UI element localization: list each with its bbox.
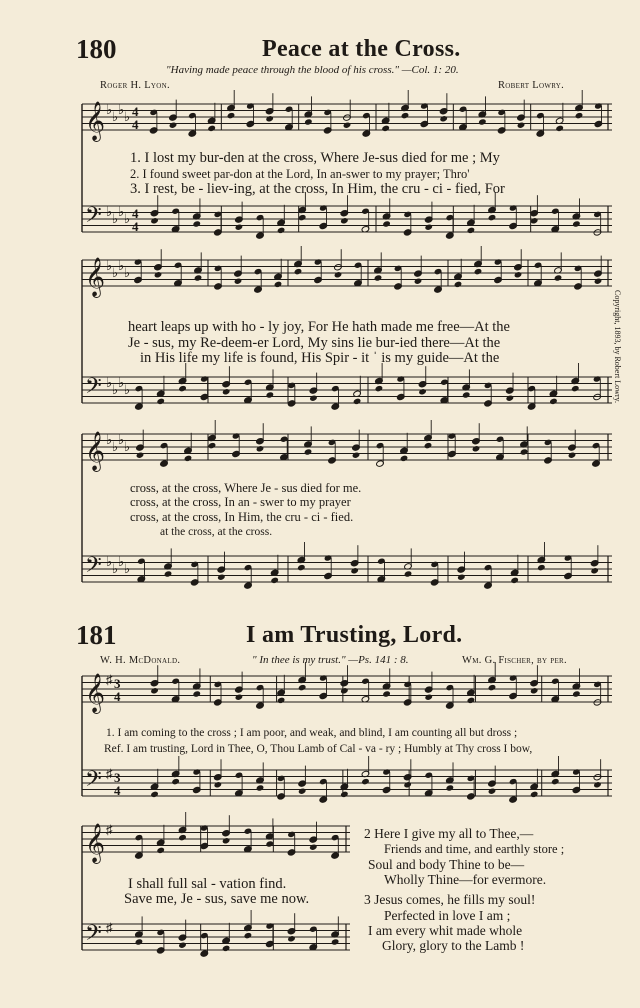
composer-credit: Wm. G. Fischer, by per. <box>462 655 567 666</box>
note-head <box>572 220 581 227</box>
note-head <box>400 455 409 462</box>
note-head <box>222 837 231 844</box>
note-head <box>414 278 423 285</box>
note-head <box>361 778 370 785</box>
note-head <box>294 268 303 275</box>
note-head <box>154 271 163 278</box>
note-head <box>150 217 159 224</box>
note-head <box>194 274 203 281</box>
note-head <box>192 690 201 697</box>
note-head <box>530 687 539 694</box>
note-head <box>331 938 340 945</box>
hymn-title: I am Trusting, Lord. <box>246 622 463 648</box>
lyric-line: Je - sus, my Re-deem-er Lord, My sins lie bur-ied there—At the <box>128 335 501 351</box>
note-head <box>309 844 318 851</box>
flat-sign: ♭ <box>124 211 131 226</box>
treble-clef: 𝄞 <box>85 431 106 471</box>
note-head <box>235 694 244 701</box>
note-head <box>530 217 539 224</box>
lyric-line: 3. I rest, be - liev-ing, at the cross, In Him, the cru - ci - fied, For <box>130 181 505 197</box>
treble-clef: 𝄞 <box>85 823 106 863</box>
note-head <box>178 385 187 392</box>
time-signature: 4 <box>132 117 139 132</box>
lyric-line: in His life my life is found, His Spir - it ˈ is my guide—At the <box>140 350 500 366</box>
note-head <box>594 278 603 285</box>
note-head <box>298 684 307 691</box>
note-head <box>551 778 560 785</box>
note-head <box>555 125 564 132</box>
note-head <box>265 115 274 122</box>
flat-sign: ♭ <box>112 561 119 576</box>
note-head <box>575 112 584 119</box>
note-head <box>227 112 236 119</box>
note-head <box>382 220 391 227</box>
note-head <box>554 274 563 281</box>
note-head <box>478 118 487 125</box>
flat-sign: ♭ <box>118 432 125 447</box>
note-head <box>297 564 306 571</box>
note-head <box>164 570 173 577</box>
note-head <box>214 781 223 788</box>
flat-sign: ♭ <box>118 204 125 219</box>
note-head <box>304 118 313 125</box>
note-head <box>171 778 180 785</box>
note-head <box>340 791 349 798</box>
treble-clef: 𝄞 <box>85 101 106 141</box>
bass-clef: 𝄢 <box>85 767 102 797</box>
copyright-notice: Copyright, 1893, by Robert Lowry. <box>613 290 622 404</box>
note-head <box>467 697 476 704</box>
note-head <box>184 455 193 462</box>
note-head <box>472 445 481 452</box>
flat-sign: ♭ <box>124 561 131 576</box>
note-head <box>274 281 283 288</box>
note-head <box>277 227 286 234</box>
flat-sign: ♭ <box>106 554 113 569</box>
flat-sign: ♭ <box>124 265 131 280</box>
scripture-epigraph: "Having made peace through the blood of his cross." —Col. 1: 20. <box>166 64 459 76</box>
note-head <box>568 452 577 459</box>
note-head <box>506 395 515 402</box>
lyric-line: 1. I am coming to the cross ; I am poor, and weak, and blind, I am counting all but dross ; <box>106 727 518 739</box>
note-head <box>350 567 359 574</box>
note-head <box>401 112 410 119</box>
note-head <box>277 697 286 704</box>
note-head <box>256 784 265 791</box>
note-head <box>287 935 296 942</box>
flat-sign: ♭ <box>118 554 125 569</box>
flat-sign: ♭ <box>112 439 119 454</box>
note-head <box>217 574 226 581</box>
bass-clef: 𝄢 <box>85 203 102 233</box>
flat-sign: ♭ <box>106 204 113 219</box>
note-head <box>169 122 178 129</box>
bass-lyric-line: at the cross, at the cross. <box>160 526 273 538</box>
lyric-line: cross, at the cross, Where Je - sus died for me. <box>130 481 362 495</box>
sharp-sign: ♯ <box>106 672 113 687</box>
flat-sign: ♭ <box>118 375 125 390</box>
note-head <box>424 224 433 231</box>
note-head <box>446 784 455 791</box>
time-signature: 4 <box>114 783 121 798</box>
note-head <box>381 125 390 132</box>
author-credit: Roger H. Lyon. <box>100 80 170 91</box>
sharp-sign: ♯ <box>106 920 113 935</box>
note-head <box>304 448 313 455</box>
verse-line: Soul and body Thine to be— <box>368 857 525 872</box>
note-head <box>340 687 349 694</box>
flat-sign: ♭ <box>106 432 113 447</box>
verse-line: Perfected in love I am ; <box>384 908 511 923</box>
refrain-line: Ref. I am trusting, Lord in Thee, O, Thou Lamb of Cal - va - ry ; Humbly at Thy cross I bow, <box>104 743 533 755</box>
note-head <box>298 788 307 795</box>
note-head <box>590 567 599 574</box>
note-head <box>352 452 361 459</box>
note-head <box>404 570 413 577</box>
note-head <box>353 398 362 405</box>
note-head <box>424 694 433 701</box>
note-head <box>192 220 201 227</box>
note-head <box>488 684 497 691</box>
lyric-line: cross, at the cross, In an - swer to my prayer <box>130 495 351 509</box>
lyric-line: 1. I lost my bur-den at the cross, Where Je-sus died for me ; My <box>130 150 500 166</box>
note-head <box>403 781 412 788</box>
note-head <box>298 214 307 221</box>
treble-clef: 𝄞 <box>85 257 106 297</box>
note-head <box>265 840 274 847</box>
note-head <box>222 945 231 952</box>
note-head <box>208 442 217 449</box>
note-head <box>439 115 448 122</box>
verse-line: 2 Here I give my all to Thee,— <box>364 826 534 841</box>
note-head <box>510 577 519 584</box>
time-signature: 4 <box>132 219 139 234</box>
verse-line: 3 Jesus comes, he fills my soul! <box>364 892 536 907</box>
time-signature: 3 <box>114 770 121 785</box>
note-head <box>178 942 187 949</box>
flat-sign: ♭ <box>112 109 119 124</box>
hymn-title: Peace at the Cross. <box>262 36 461 62</box>
flat-sign: ♭ <box>124 109 131 124</box>
note-head <box>474 268 483 275</box>
lyric-line: Save me, Je - sus, save me now. <box>124 891 310 907</box>
note-head <box>256 445 265 452</box>
note-head <box>343 122 352 129</box>
hymn-number: 181 <box>76 620 117 650</box>
note-head <box>150 791 159 798</box>
flat-sign: ♭ <box>106 258 113 273</box>
note-head <box>424 442 433 449</box>
note-head <box>340 217 349 224</box>
note-head <box>266 391 275 398</box>
note-head <box>235 224 244 231</box>
sharp-sign: ♯ <box>106 822 113 837</box>
note-head <box>382 690 391 697</box>
author-credit: W. H. McDonald. <box>100 655 181 666</box>
note-head <box>334 271 343 278</box>
flat-sign: ♭ <box>118 102 125 117</box>
flat-sign: ♭ <box>124 439 131 454</box>
note-head <box>234 278 243 285</box>
note-head <box>156 847 165 854</box>
hymn-number: 180 <box>76 34 117 64</box>
note-head <box>178 834 187 841</box>
flat-sign: ♭ <box>124 382 131 397</box>
note-head <box>136 452 145 459</box>
note-head <box>375 385 384 392</box>
note-head <box>309 395 318 402</box>
note-head <box>520 448 529 455</box>
note-head <box>418 388 427 395</box>
composer-credit: Robert Lowry. <box>498 80 565 91</box>
lyric-line: 2. I found sweet par-don at the Lord, In an-swer to my prayer; Thro' <box>130 167 470 181</box>
bass-clef: 𝄢 <box>85 374 102 404</box>
flat-sign: ♭ <box>112 382 119 397</box>
note-head <box>488 214 497 221</box>
note-head <box>572 690 581 697</box>
flat-sign: ♭ <box>106 375 113 390</box>
note-head <box>530 791 539 798</box>
note-head <box>462 391 471 398</box>
note-head <box>549 398 558 405</box>
verse-line: Friends and time, and earthly store ; <box>384 842 565 856</box>
note-head <box>571 385 580 392</box>
treble-clef: 𝄞 <box>85 673 106 713</box>
time-signature: 4 <box>132 104 139 119</box>
lyric-line: heart leaps up with ho - ly joy, For He hath made me free—At the <box>128 319 510 335</box>
note-head <box>244 932 253 939</box>
bass-clef: 𝄢 <box>85 553 102 583</box>
flat-sign: ♭ <box>112 211 119 226</box>
verse-line: I am every whit made whole <box>368 923 523 938</box>
time-signature: 4 <box>132 206 139 221</box>
lyric-line: cross, at the cross, In Him, the cru - ci - fied. <box>130 510 354 524</box>
verse-line: Glory, glory to the Lamb ! <box>382 938 525 953</box>
note-head <box>207 125 216 132</box>
note-head <box>454 281 463 288</box>
sharp-sign: ♯ <box>106 766 113 781</box>
flat-sign: ♭ <box>118 258 125 273</box>
note-head <box>150 687 159 694</box>
note-head <box>374 274 383 281</box>
lyric-line: I shall full sal - vation find. <box>128 876 287 892</box>
note-head <box>270 577 279 584</box>
bass-clef: 𝄢 <box>85 921 102 951</box>
note-head <box>488 788 497 795</box>
note-head <box>517 122 526 129</box>
note-head <box>222 388 231 395</box>
time-signature: 4 <box>114 689 121 704</box>
note-head <box>537 564 546 571</box>
time-signature: 3 <box>114 676 121 691</box>
verse-line: Wholly Thine—for evermore. <box>384 872 547 887</box>
note-head <box>593 781 602 788</box>
note-head <box>457 574 466 581</box>
scripture-epigraph: " In thee is my trust." —Ps. 141 : 8. <box>252 654 409 666</box>
note-head <box>156 398 165 405</box>
note-head <box>135 938 144 945</box>
note-head <box>467 227 476 234</box>
flat-sign: ♭ <box>112 265 119 280</box>
note-head <box>514 271 523 278</box>
flat-sign: ♭ <box>106 102 113 117</box>
